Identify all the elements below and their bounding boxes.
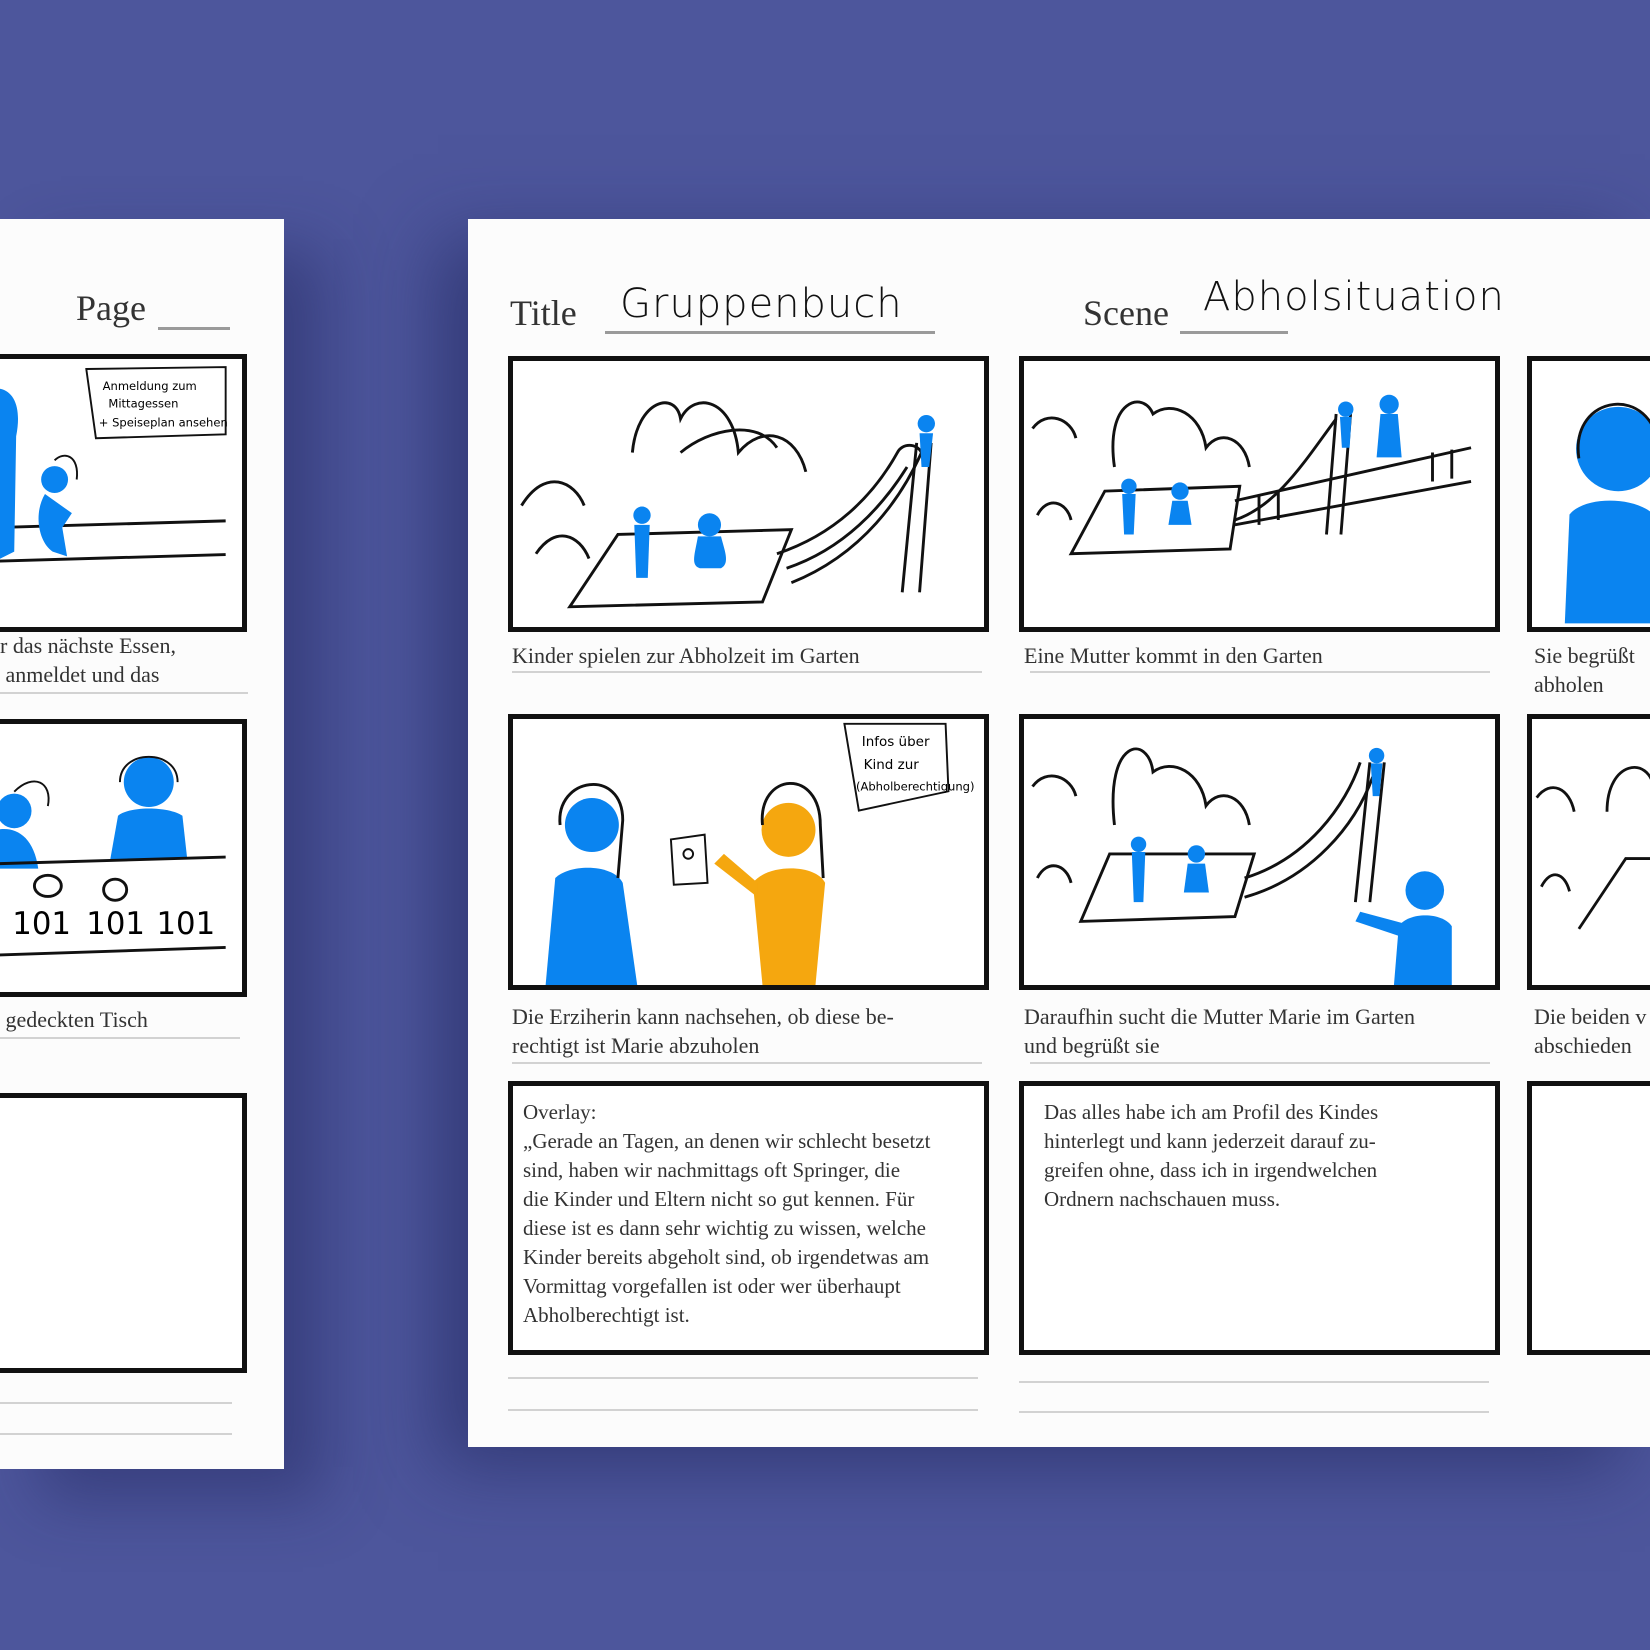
title-label: Title <box>510 293 577 333</box>
scene-line <box>1180 331 1288 334</box>
panel-5-mother-finds-marie <box>1019 714 1500 990</box>
caption-5-line-1: Daraufhin sucht die Mutter Marie im Garten <box>1024 1004 1415 1029</box>
caption-5-line-2: und begrüßt sie <box>1024 1033 1160 1058</box>
caption-4-rule <box>512 1062 982 1064</box>
caption-4-line-1: Die Erziherin kann nachsehen, ob diese be- <box>512 1004 894 1029</box>
left-mark-3: 101 <box>156 905 216 942</box>
panel-3-drawing <box>1532 361 1650 627</box>
left-caption-1-rule <box>0 692 248 694</box>
left-caption-2-rule <box>0 1037 240 1039</box>
left-note-line-1: Anmeldung zum <box>102 379 197 394</box>
panel-3-greeting <box>1527 356 1650 632</box>
caption-2: Eine Mutter kommt in den Garten <box>1024 643 1323 668</box>
caption-2-rule <box>1030 671 1490 673</box>
left-storyboard-page <box>0 219 284 1469</box>
panel-1-garden <box>508 356 989 632</box>
caption-3-line-1: Sie begrüßt <box>1534 643 1635 668</box>
profile-text: Das alles habe ich am Profil des Kindes hinterlegt und kann jederzeit darauf zu- greifen ohne, dass ich in irgendwelchen Ordnern nachschauen muss. <box>1044 1100 1379 1211</box>
panel-4-note-line-1: Infos über <box>861 733 930 750</box>
bottom-rule-1b <box>508 1409 978 1411</box>
panel-6-drawing <box>1532 719 1650 985</box>
title-line <box>605 331 935 334</box>
page-number-line <box>158 327 230 330</box>
overlay-text: Overlay: „Gerade an Tagen, an denen wir schlecht besetzt sind, haben wir nachmittags oft Springer, die die Kinder und Eltern nicht so gut kennen. Für diese ist es dann sehr wichtig zu wissen, welche Kinder bereits abgeholt sind, ob irgendetwas am Vormittag vorgefallen ist oder wer überhaupt Abholberechtigt ist. <box>523 1100 931 1327</box>
left-note-line-3: + Speiseplan ansehen <box>98 415 228 430</box>
left-note-line-2: Mittagessen <box>108 396 179 411</box>
left-panel-3 <box>0 1093 247 1373</box>
panel-5-drawing <box>1024 719 1495 985</box>
panel-7-overlay-text <box>508 1081 989 1355</box>
caption-5-rule <box>1030 1062 1490 1064</box>
caption-6-line-1: Die beiden v <box>1534 1004 1647 1029</box>
left-panel-2-drawing <box>0 724 242 992</box>
caption-4-line-2: rechtigt ist Marie abzuholen <box>512 1033 760 1058</box>
title-value: Gruppenbuch <box>620 281 903 327</box>
left-bottom-rule-2 <box>0 1433 232 1435</box>
panel-4-note-line-2: Kind zur <box>863 757 919 774</box>
left-caption-2: gedeckten Tisch <box>0 1007 148 1032</box>
main-storyboard-page <box>468 219 1650 1447</box>
scene-label: Scene <box>1083 293 1169 333</box>
panel-4-note-line-3: (Abholberechtigung) <box>855 779 975 794</box>
panel-2-drawing <box>1024 361 1495 627</box>
panel-6-farewell <box>1527 714 1650 990</box>
scene-value: Abholsituation <box>1203 274 1505 320</box>
caption-6-line-2: abschieden <box>1534 1033 1632 1058</box>
bottom-rule-1a <box>508 1377 978 1379</box>
panel-4-educator-check <box>508 714 989 990</box>
panel-2-mother-arrives <box>1019 356 1500 632</box>
left-panel-1-drawing <box>0 359 242 627</box>
left-mark-1: 101 <box>12 905 72 942</box>
left-caption-1-line-2: anmeldet und das <box>0 662 160 687</box>
bottom-rule-2a <box>1019 1381 1489 1383</box>
page-label: Page <box>76 288 146 328</box>
panel-9-empty <box>1527 1081 1650 1355</box>
panel-1-drawing <box>513 361 984 627</box>
caption-3-line-2: abholen <box>1534 672 1604 697</box>
bottom-rule-2b <box>1019 1411 1489 1413</box>
left-mark-2: 101 <box>86 905 146 942</box>
panel-8-profile-text <box>1019 1081 1500 1355</box>
caption-1-rule <box>512 671 982 673</box>
left-caption-1-line-1: r das nächste Essen, <box>0 633 176 658</box>
left-bottom-rule-1 <box>0 1402 232 1404</box>
left-panel-2 <box>0 719 247 997</box>
caption-1: Kinder spielen zur Abholzeit im Garten <box>512 643 860 668</box>
panel-4-drawing <box>513 719 984 985</box>
left-panel-1 <box>0 354 247 632</box>
